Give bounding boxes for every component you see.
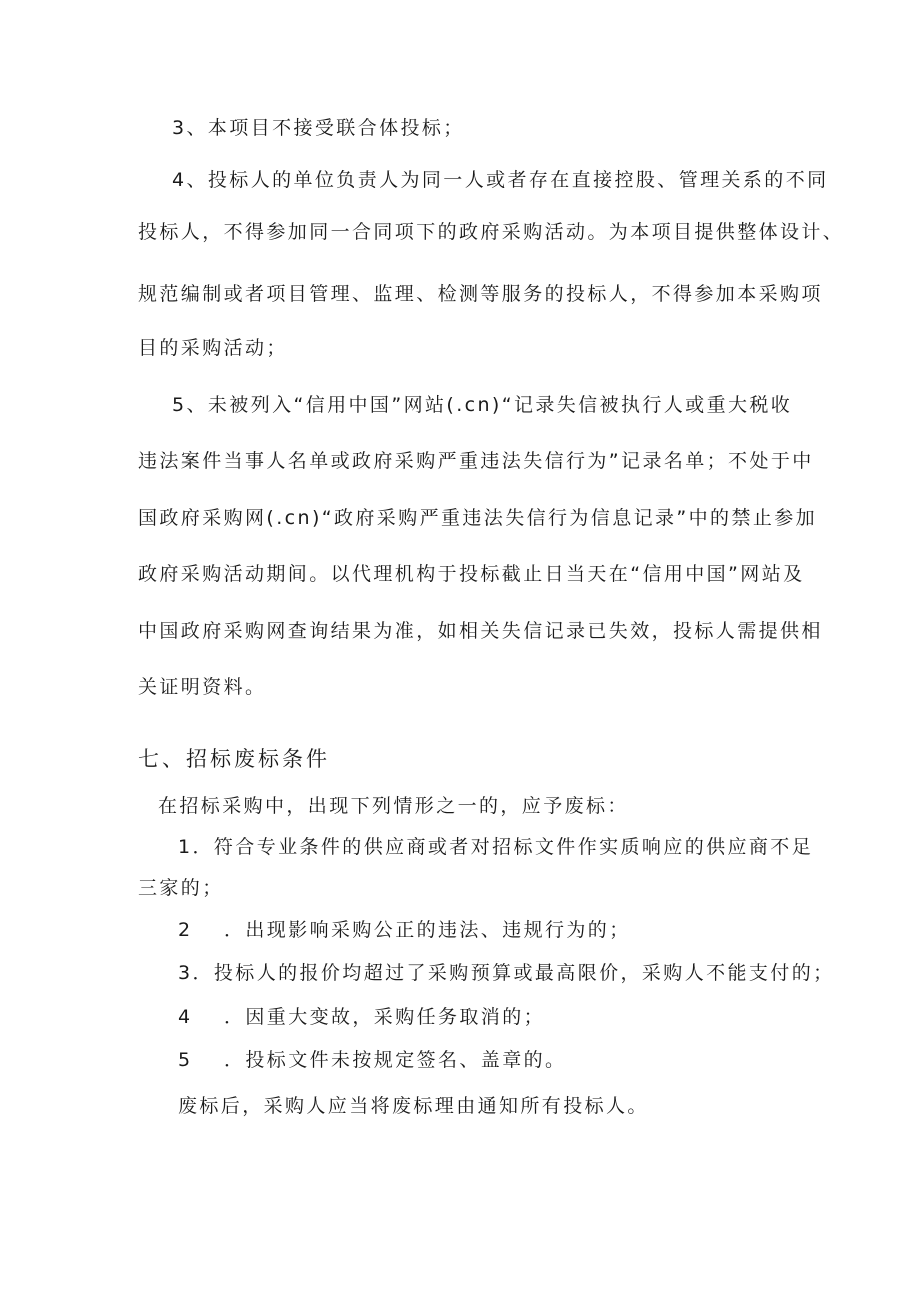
section-seven-heading: 七、招标废标条件 — [138, 747, 330, 771]
item-5-line-3: 国政府采购网(.cn)“政府采购严重违法失信行为信息记录”中的禁止参加 — [138, 507, 818, 529]
condition-5-number: 5 — [178, 1049, 193, 1071]
item-4-line-1: 4、投标人的单位负责人为同一人或者存在直接控股、管理关系的不同 — [172, 169, 829, 191]
item-5-line-4: 政府采购活动期间。以代理机构于投标截止日当天在“信用中国”网站及 — [138, 563, 805, 585]
condition-1-line-2: 三家的； — [138, 877, 224, 899]
item-4-line-4: 目的采购活动； — [138, 337, 288, 359]
condition-3: 3．投标人的报价均超过了采购预算或最高限价，采购人不能支付的； — [178, 962, 835, 984]
condition-2-number: 2 — [178, 919, 193, 941]
item-4-line-3: 规范编制或者项目管理、监理、检测等服务的投标人，不得参加本采购项 — [138, 283, 823, 305]
item-4-line-2: 投标人，不得参加同一合同项下的政府采购活动。为本项目提供整体设计、 — [138, 221, 845, 243]
item-5-line-1: 5、未被列入“信用中国”网站(.cn)“记录失信被执行人或重大税收 — [172, 394, 793, 416]
item-5-line-5: 中国政府采购网查询结果为准，如相关失信记录已失效，投标人需提供相 — [138, 620, 823, 642]
section-seven-intro: 在招标采购中，出现下列情形之一的，应予废标： — [158, 795, 629, 817]
item-5-line-6: 关证明资料。 — [138, 676, 267, 698]
condition-5-text: ．投标文件未按规定签名、盖章的。 — [224, 1049, 567, 1071]
condition-1-line-1: 1．符合专业条件的供应商或者对招标文件作实质响应的供应商不足 — [178, 836, 814, 858]
item-3: 3、本项目不接受联合体投标； — [172, 117, 465, 139]
closing-statement: 废标后，采购人应当将废标理由通知所有投标人。 — [178, 1095, 649, 1117]
condition-2-text: ．出现影响采购公正的违法、违规行为的； — [224, 919, 631, 941]
condition-4-number: 4 — [178, 1006, 193, 1028]
item-5-line-2: 违法案件当事人名单或政府采购严重违法失信行为”记录名单；不处于中 — [138, 450, 814, 472]
condition-4-text: ．因重大变故，采购任务取消的； — [224, 1006, 546, 1028]
